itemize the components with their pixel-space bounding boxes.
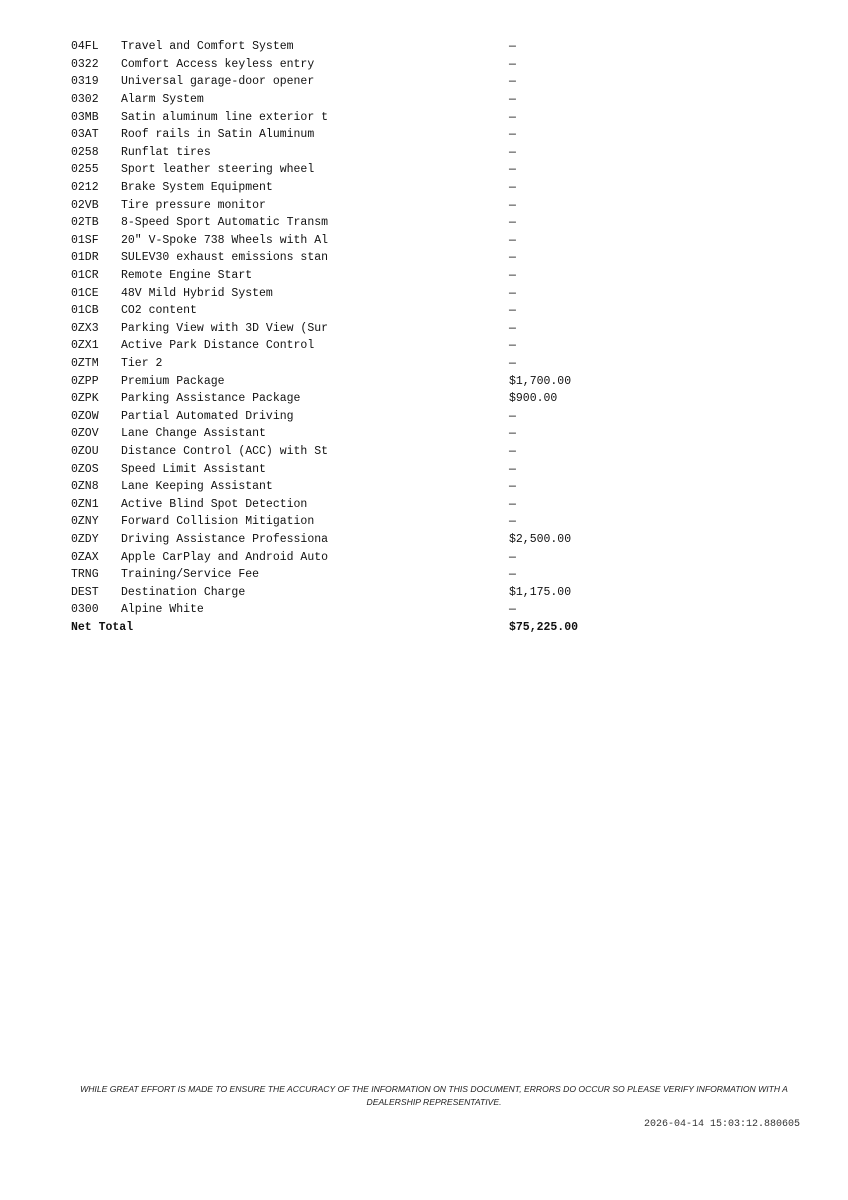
option-price: —	[509, 304, 516, 318]
net-total-row	[71, 619, 611, 637]
option-description: Apple CarPlay and Android Auto	[121, 550, 329, 564]
option-price: —	[509, 444, 516, 458]
option-description: Driving Assistance Professiona	[121, 532, 329, 546]
option-code: 0ZOU	[71, 444, 99, 458]
option-code: 0ZOW	[71, 409, 99, 423]
option-price: $1,175.00	[509, 585, 572, 599]
option-code: 0ZOV	[71, 427, 99, 441]
option-price: —	[509, 251, 516, 265]
disclaimer-text: WHILE GREAT EFFORT IS MADE TO ENSURE THE ACCURACY OF THE INFORMATION ON THIS DOCUMENT, ERRORS DO OCCUR SO PLEASE VERIFY INFORMATION WITH A DEALERSHIP REPRESENTATIVE.	[80, 1084, 788, 1107]
option-description: Destination Charge	[121, 585, 246, 599]
option-description: 48V Mild Hybrid System	[121, 286, 273, 300]
option-price: —	[509, 356, 516, 370]
option-price: —	[509, 198, 516, 212]
option-description: Runflat tires	[121, 145, 211, 159]
net-total-label: Net Total	[71, 620, 134, 634]
option-code: 01DR	[71, 251, 99, 265]
option-price: —	[509, 269, 516, 283]
option-code: 01SF	[71, 233, 99, 247]
option-code: 0ZN1	[71, 497, 99, 511]
option-code: 0ZTM	[71, 356, 99, 370]
option-code: 0302	[71, 93, 99, 107]
option-price: —	[509, 480, 516, 494]
option-description: Parking Assistance Package	[121, 392, 301, 406]
option-price: —	[509, 181, 516, 195]
option-price: —	[509, 110, 516, 124]
option-price: —	[509, 286, 516, 300]
option-row	[71, 495, 611, 513]
option-row	[71, 583, 611, 601]
option-code: DEST	[71, 585, 99, 599]
option-description: Comfort Access keyless entry	[121, 57, 315, 71]
option-description: Satin aluminum line exterior t	[121, 110, 329, 124]
option-row	[71, 460, 611, 478]
option-row	[71, 443, 611, 461]
option-price: $2,500.00	[509, 532, 572, 546]
option-row	[71, 267, 611, 285]
option-row	[71, 601, 611, 619]
option-code: 03MB	[71, 110, 99, 124]
option-description: Lane Keeping Assistant	[121, 480, 273, 494]
option-code: 0ZNY	[71, 515, 99, 529]
option-description: Parking View with 3D View (Sur	[121, 321, 329, 335]
option-row	[71, 337, 611, 355]
option-code: 02VB	[71, 198, 99, 212]
print-timestamp: 2026-04-14 15:03:12.880605	[643, 1119, 800, 1130]
option-description: Speed Limit Assistant	[121, 462, 266, 476]
option-row	[71, 73, 611, 91]
option-price: —	[509, 339, 516, 353]
option-code: 0255	[71, 163, 99, 177]
option-row	[71, 214, 611, 232]
option-description: Active Park Distance Control	[121, 339, 315, 353]
option-code: 03AT	[71, 128, 99, 142]
option-row	[71, 284, 611, 302]
option-description: Tier 2	[121, 356, 163, 370]
option-price: —	[509, 321, 516, 335]
option-code: 0ZPK	[71, 392, 99, 406]
option-description: Premium Package	[121, 374, 225, 388]
option-price: —	[509, 427, 516, 441]
options-table	[71, 38, 611, 636]
net-total-value: $75,225.00	[509, 620, 579, 634]
option-row	[71, 302, 611, 320]
option-code: 01CE	[71, 286, 99, 300]
option-row	[71, 566, 611, 584]
option-row	[71, 56, 611, 74]
option-row	[71, 548, 611, 566]
option-code: 0ZOS	[71, 462, 99, 476]
option-price: —	[509, 603, 516, 617]
option-row	[71, 144, 611, 162]
option-description: Universal garage-door opener	[121, 75, 315, 89]
option-description: Alarm System	[121, 93, 204, 107]
option-row	[71, 320, 611, 338]
option-code: 01CB	[71, 304, 99, 318]
option-price: —	[509, 409, 516, 423]
option-row	[71, 425, 611, 443]
option-row	[71, 91, 611, 109]
option-code: 0ZN8	[71, 480, 99, 494]
option-code: 01CR	[71, 269, 99, 283]
option-description: Distance Control (ACC) with St	[121, 444, 329, 458]
option-price: —	[509, 163, 516, 177]
option-description: CO2 content	[121, 304, 197, 318]
option-description: Forward Collision Mitigation	[121, 515, 315, 529]
option-row	[71, 249, 611, 267]
options-table-body	[71, 38, 611, 619]
option-description: Partial Automated Driving	[121, 409, 294, 423]
option-price: —	[509, 515, 516, 529]
option-description: SULEV30 exhaust emissions stan	[121, 251, 329, 265]
option-price: —	[509, 216, 516, 230]
option-description: Tire pressure monitor	[121, 198, 266, 212]
option-price: —	[509, 75, 516, 89]
option-row	[71, 355, 611, 373]
option-price: $1,700.00	[509, 374, 572, 388]
option-price: —	[509, 128, 516, 142]
option-code: 0212	[71, 181, 99, 195]
option-row	[71, 108, 611, 126]
option-description: Remote Engine Start	[121, 269, 253, 283]
option-row	[71, 179, 611, 197]
option-price: —	[509, 233, 516, 247]
option-row	[71, 390, 611, 408]
option-code: 0319	[71, 75, 99, 89]
option-row	[71, 232, 611, 250]
option-price: —	[509, 40, 516, 54]
option-code: 0258	[71, 145, 99, 159]
option-code: 04FL	[71, 40, 99, 54]
option-description: Active Blind Spot Detection	[121, 497, 308, 511]
option-price: —	[509, 57, 516, 71]
option-row	[71, 407, 611, 425]
option-code: 0ZPP	[71, 374, 99, 388]
option-price: —	[509, 93, 516, 107]
option-row	[71, 513, 611, 531]
option-description: 20" V-Spoke 738 Wheels with Al	[121, 233, 329, 247]
option-description: Alpine White	[121, 603, 204, 617]
option-row	[71, 372, 611, 390]
option-description: Sport leather steering wheel	[121, 163, 315, 177]
option-code: 0ZAX	[71, 550, 99, 564]
option-description: Travel and Comfort System	[121, 40, 294, 54]
option-price: —	[509, 462, 516, 476]
option-code: 0ZX1	[71, 339, 99, 353]
option-code: 0300	[71, 603, 99, 617]
option-row	[71, 161, 611, 179]
option-price: —	[509, 497, 516, 511]
option-description: Roof rails in Satin Aluminum	[121, 128, 315, 142]
option-code: 0ZX3	[71, 321, 99, 335]
option-row	[71, 38, 611, 56]
option-code: 0322	[71, 57, 99, 71]
option-price: —	[509, 550, 516, 564]
option-row	[71, 478, 611, 496]
option-price: $900.00	[509, 392, 558, 406]
option-row	[71, 531, 611, 549]
option-code: TRNG	[71, 568, 99, 582]
option-description: Training/Service Fee	[121, 568, 260, 582]
option-row	[71, 126, 611, 144]
option-price: —	[509, 145, 516, 159]
option-code: 0ZDY	[71, 532, 99, 546]
option-description: Lane Change Assistant	[121, 427, 266, 441]
option-code: 02TB	[71, 216, 99, 230]
option-description: 8-Speed Sport Automatic Transm	[121, 216, 329, 230]
option-row	[71, 196, 611, 214]
option-price: —	[509, 568, 516, 582]
option-description: Brake System Equipment	[121, 181, 273, 195]
